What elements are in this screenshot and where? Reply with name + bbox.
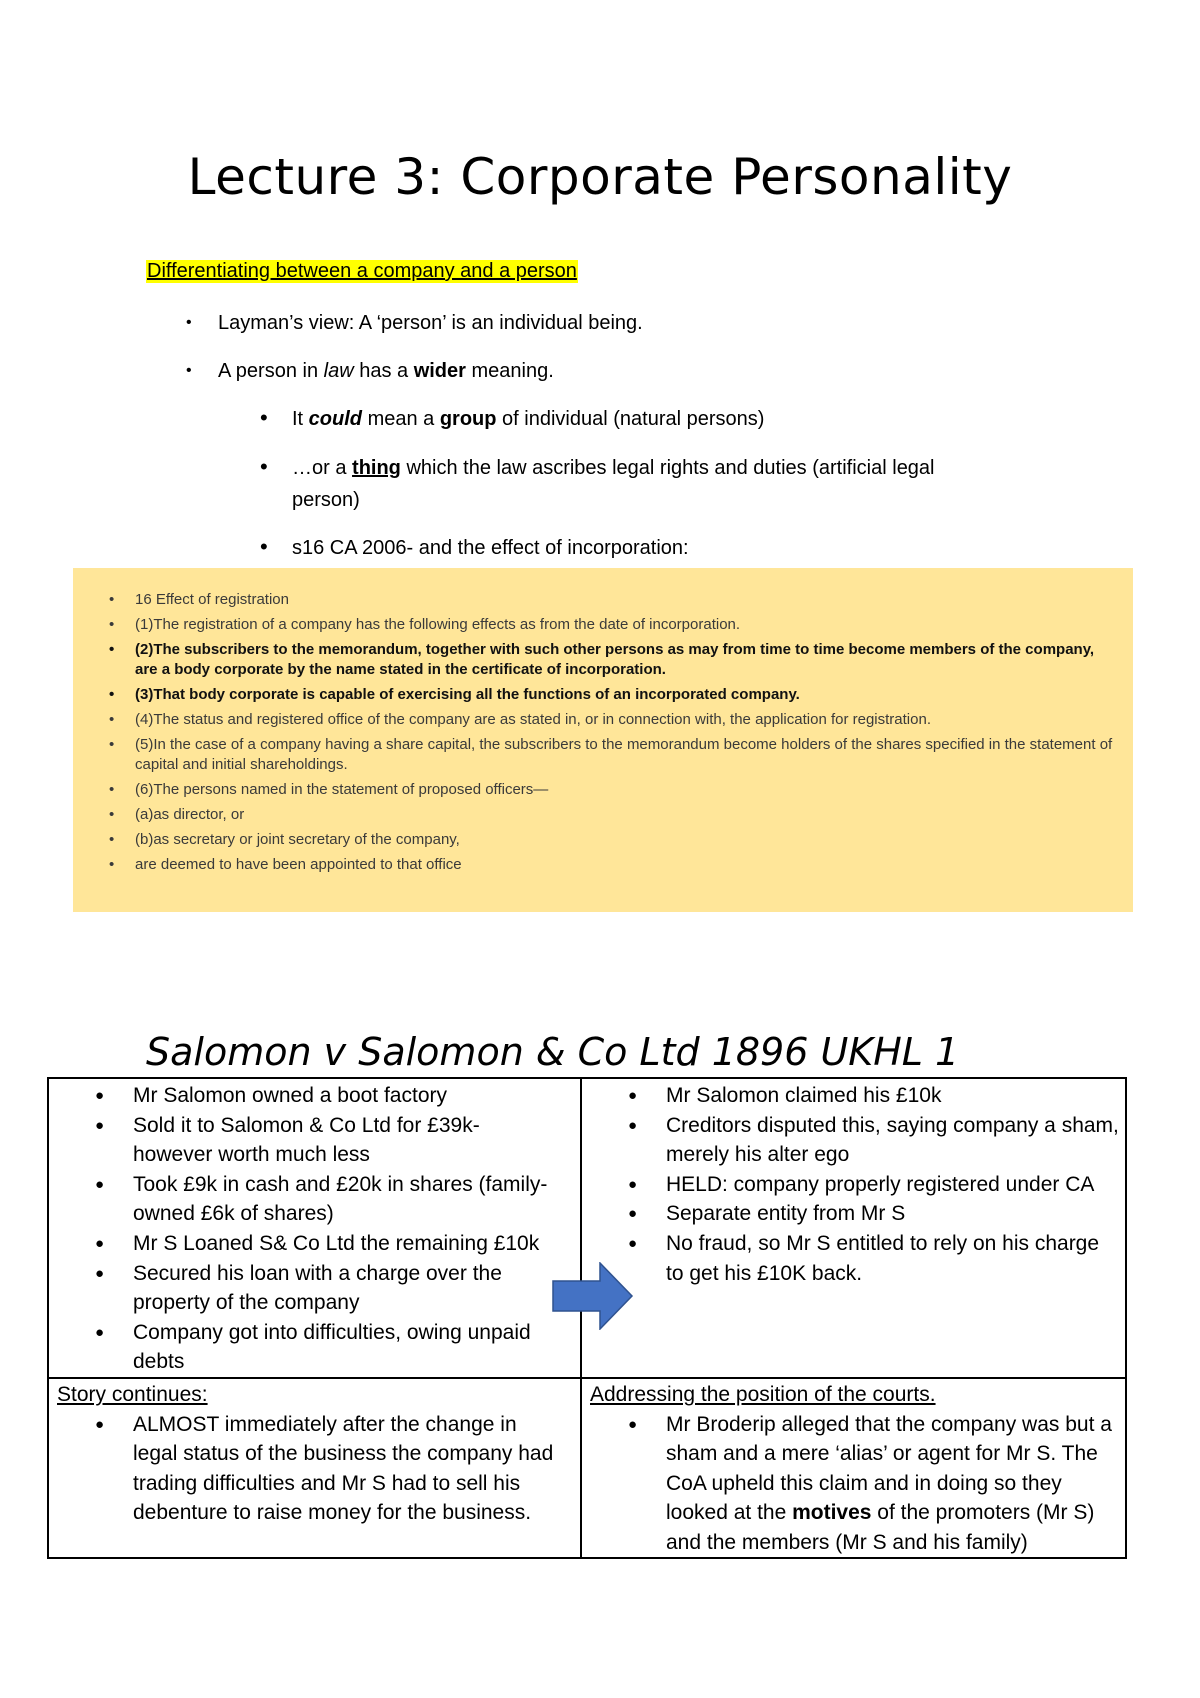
list-item: ● Separate entity from Mr S (582, 1199, 1122, 1229)
text-part: person) (292, 489, 360, 511)
statute-item: • 16 Effect of registration (109, 590, 1119, 610)
bullet-layman (186, 307, 643, 339)
list-item: ● HELD: company properly registered under CA (582, 1170, 1122, 1200)
text-part: of individual (natural persons) (496, 408, 765, 430)
list-item: ● Company got into difficulties, owing unpaid debts (49, 1318, 559, 1377)
cell-heading: Addressing the position of the courts. (590, 1383, 936, 1406)
text-part: meaning. (465, 360, 554, 382)
text-bold: group (439, 408, 497, 430)
statute-extract-box (73, 568, 1133, 912)
statute-item: • (5)In the case of a company having a share capital, the subscribers to the memorandum become holders of the shares specified in the statement of capital and initial shareholdings. (109, 735, 1119, 775)
text-part: …or a (292, 457, 353, 479)
bullet-thing (260, 452, 935, 516)
list-item: ● Mr Salomon claimed his £10k (582, 1081, 1122, 1111)
table-divider (49, 1377, 1125, 1379)
text-bold: motives (792, 1501, 872, 1525)
text-part: has a (353, 360, 414, 382)
statute-item: • (6)The persons named in the statement of proposed officers— (109, 780, 1119, 800)
bullet-s16 (260, 532, 689, 564)
list-item: ● Secured his loan with a charge over the property of the company (49, 1259, 559, 1318)
text-part: It (292, 408, 309, 430)
list-item: ● Mr S Loaned S& Co Ltd the remaining £10k (49, 1229, 559, 1259)
text-italic: law (323, 360, 354, 382)
text-part: Mr Broderip alleged that the company was but a sham and a mere ‘alias’ or agent for Mr S. The CoA upheld this claim and in doing so they looked at the (666, 1412, 1112, 1525)
statute-item: • (1)The registration of a company has the following effects as from the date of incorporation. (109, 615, 1119, 635)
cell-facts (49, 1081, 559, 1377)
list-item: ● No fraud, so Mr S entitled to rely on his charge to get his £10K back. (582, 1229, 1122, 1288)
statute-list (109, 590, 1119, 880)
statute-item: • (3)That body corporate is capable of exercising all the functions of an incorporated company. (109, 685, 1119, 705)
statute-item: • (b)as secretary or joint secretary of the company, (109, 830, 1119, 850)
statute-item: • are deemed to have been appointed to that office (109, 855, 1119, 875)
text-bold-italic: could (308, 408, 363, 430)
list-item: ● ALMOST immediately after the change in legal status of the business the company had trading difficulties and Mr S had to sell his debenture to raise money for the business. (49, 1410, 559, 1528)
text-part: mean a (362, 408, 440, 430)
statute-item: • (2)The subscribers to the memorandum, together with such other persons as may from time to time become members of the company, are a body corporate by the name stated in the certificate of incorporation. (109, 640, 1119, 680)
text-part: of the promoters (Mr S) and the members (Mr S and his family) (666, 1501, 1095, 1554)
section-heading: Differentiating between a company and a person (147, 260, 577, 282)
statute-item: • (4)The status and registered office of the company are as stated in, or in connection with, the application for registration. (109, 710, 1119, 730)
bullet-icon: • (260, 405, 268, 430)
text-bold: wider (413, 360, 466, 382)
case-title: Salomon v Salomon & Co Ltd 1896 UKHL 1 (146, 1030, 960, 1074)
list-item (582, 1410, 1127, 1558)
cell-courts (582, 1380, 1127, 1558)
page-title: Lecture 3: Corporate Personality (187, 148, 1013, 206)
bullet-group (260, 403, 765, 435)
cell-heading: Story continues: (57, 1383, 208, 1406)
bullet-law-meaning (186, 355, 554, 387)
bullet-icon: • (186, 362, 192, 379)
cell-held (582, 1081, 1122, 1288)
list-item: ● Creditors disputed this, saying company a sham, merely his alter ego (582, 1111, 1122, 1170)
cell-story-continues (49, 1380, 559, 1528)
bullet-text: Layman’s view: A ‘person’ is an individual being. (218, 312, 643, 334)
bullet-icon: • (260, 454, 268, 479)
right-arrow-icon (552, 1262, 634, 1330)
list-item: ● Took £9k in cash and £20k in shares (family-owned £6k of shares) (49, 1170, 559, 1229)
bullet-icon: • (186, 314, 192, 331)
bullet-icon: • (260, 534, 268, 559)
list-item: ● Sold it to Salomon & Co Ltd for £39k- however worth much less (49, 1111, 559, 1170)
text-part: which the law ascribes legal rights and duties (artificial legal (400, 457, 935, 479)
text-bold-underline: thing (352, 457, 401, 479)
statute-item: • (a)as director, or (109, 805, 1119, 825)
text-part: A person in (218, 360, 324, 382)
list-item: ● Mr Salomon owned a boot factory (49, 1081, 559, 1111)
bullet-text: s16 CA 2006- and the effect of incorporation: (292, 537, 689, 559)
